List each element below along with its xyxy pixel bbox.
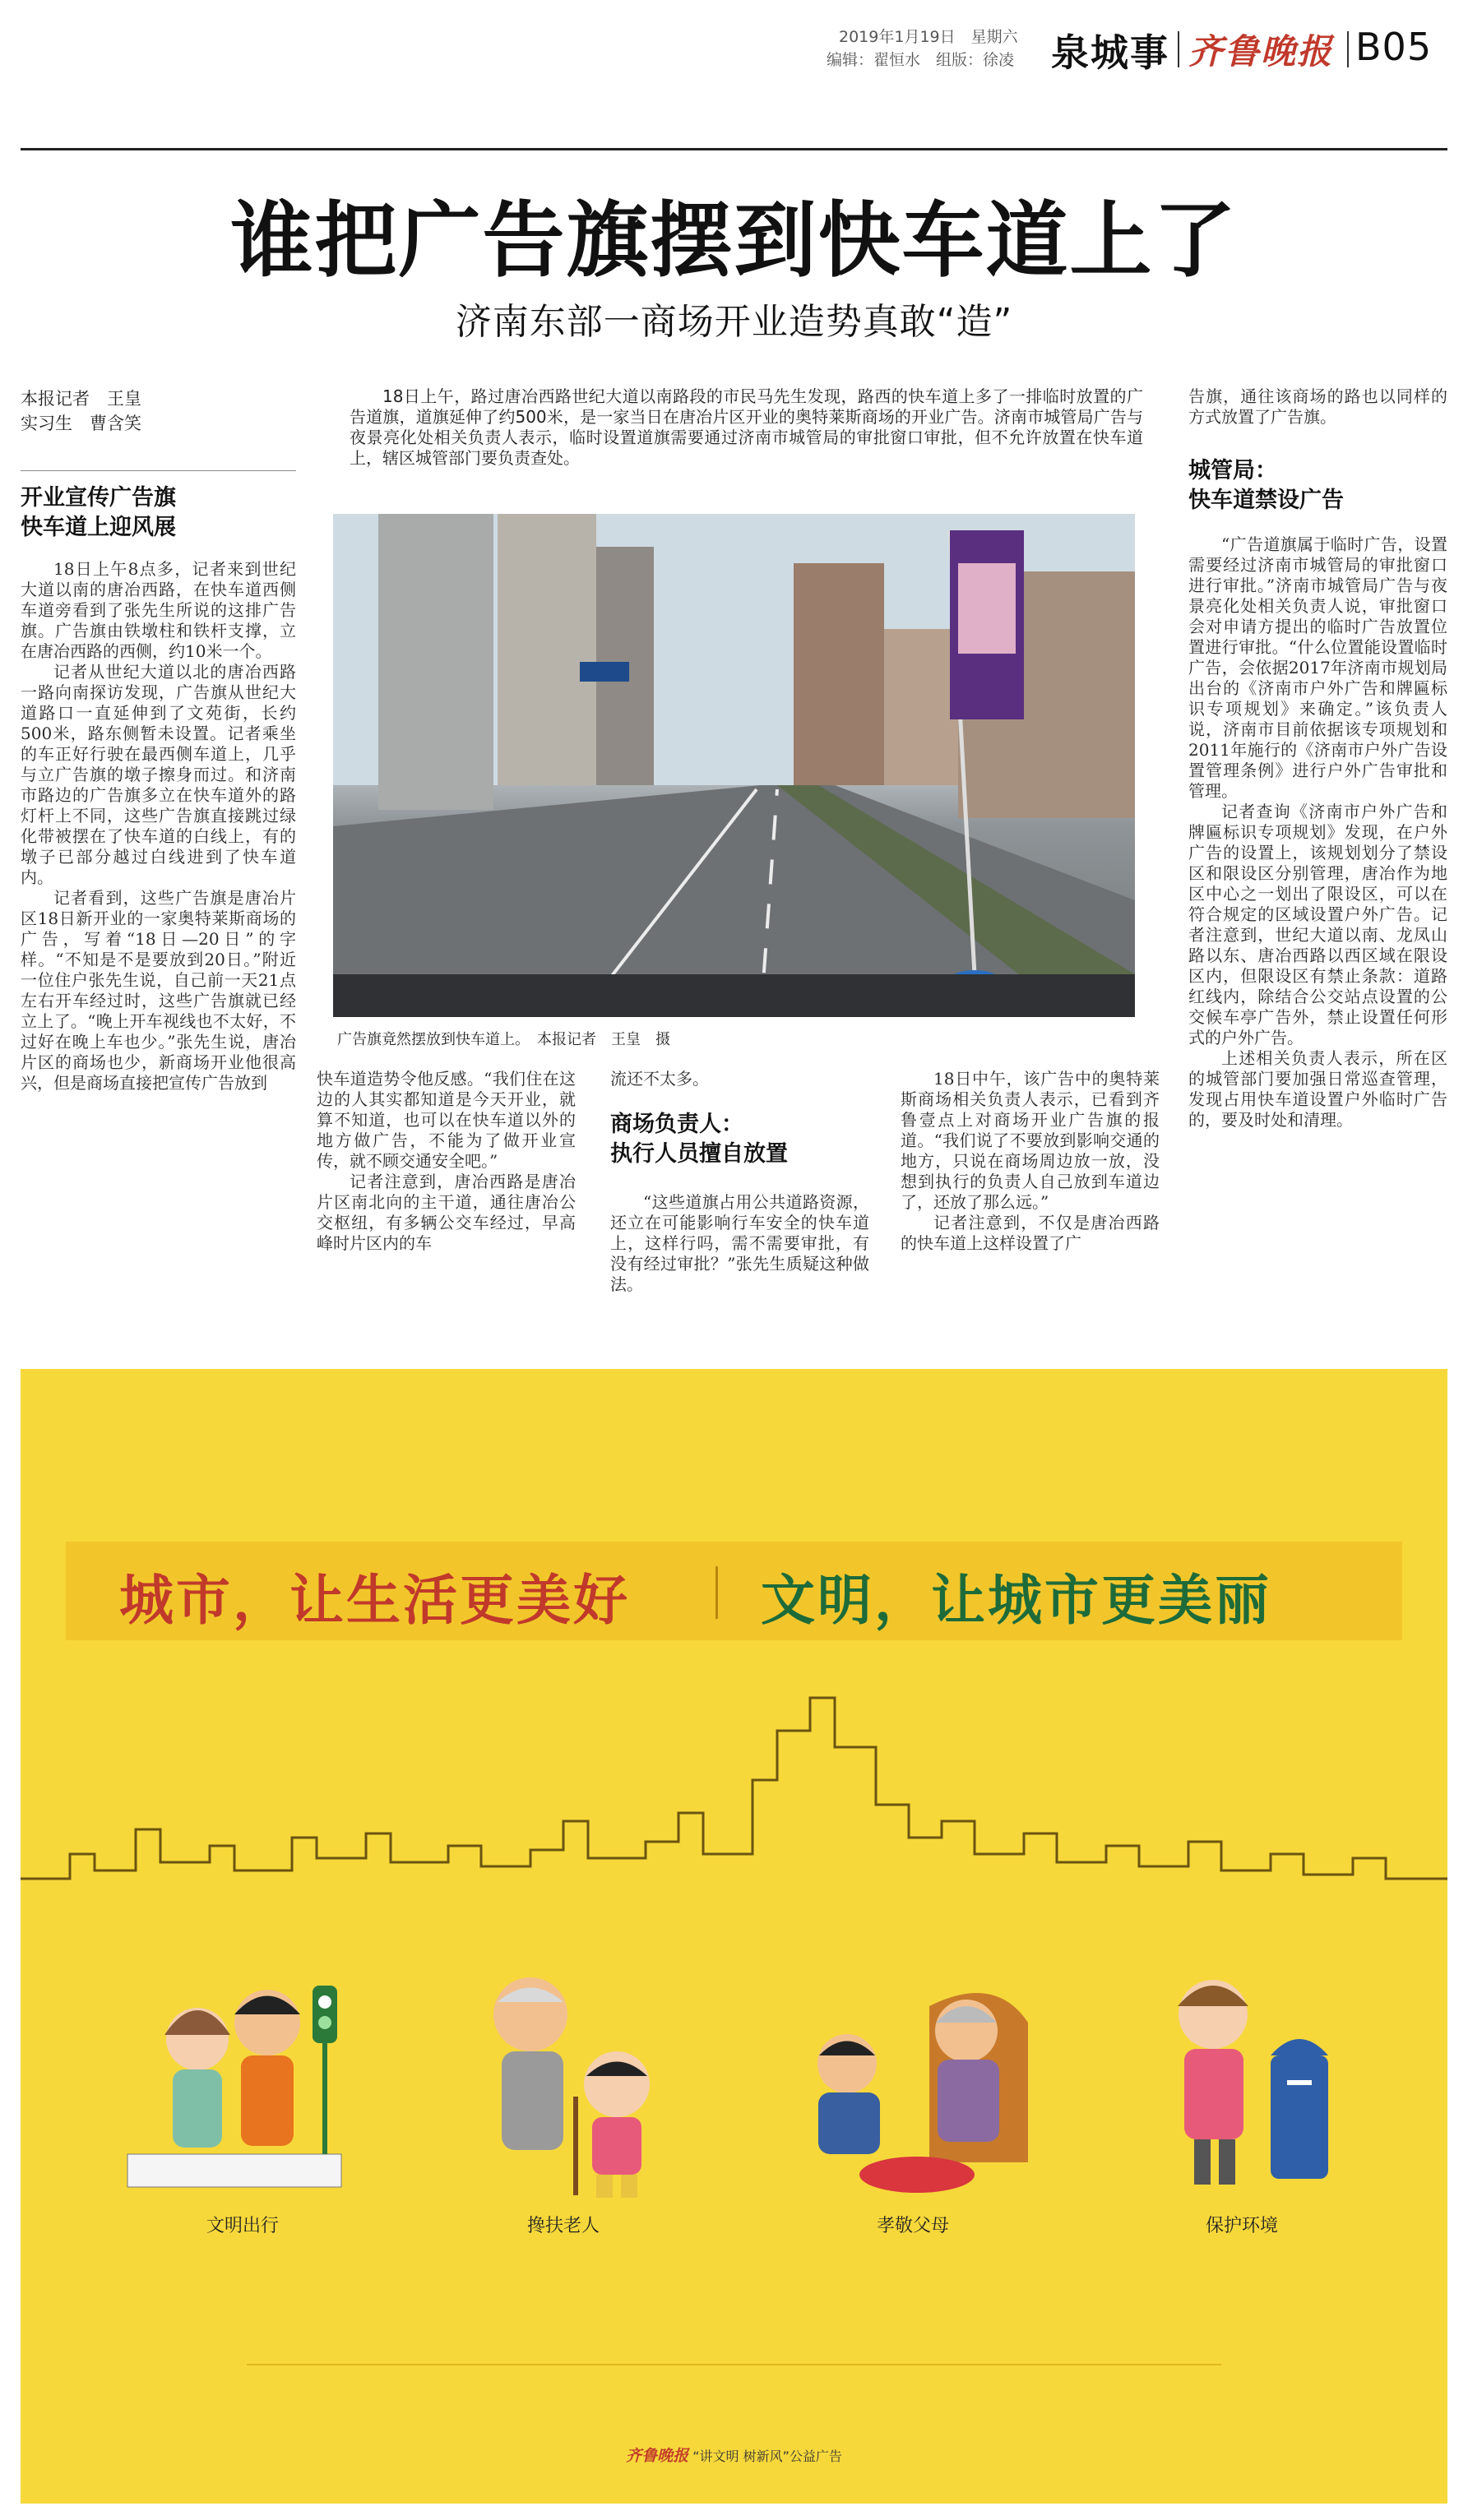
header-divider xyxy=(1178,31,1179,67)
article-column-1 xyxy=(21,559,296,1315)
paragraph: 18日中午，该广告中的奥特莱斯商场相关负责人表示，已看到齐鲁壹点上对商场开业广告旗的报道。“我们说了不要放到影响交通的地方，只说在商场周边放一放，没想到执行的负责人自己放到车道边了，还放了那么远。” xyxy=(901,1069,1160,1212)
divider xyxy=(21,470,296,471)
paragraph: 记者查询《济南市户外广告和牌匾标识专项规划》发现，在户外广告的设置上，该规划划分了禁设区和限设区分别管理，唐冶作为地区中心之一划出了限设区，可以在符合规定的区域设置户外广告。记者注意到，世纪大道以南、龙凤山路以东、唐冶西路以西区域在限设区内，但限设区有禁止条款：道路红线内，除结合公交站点设置的公交候车亭广告外，禁止设置任何形式的户外广告。 xyxy=(1188,802,1447,1047)
byline: 本报记者 王皇 实习生 曹含笑 xyxy=(21,389,141,433)
street-scene-illustration xyxy=(333,514,1135,1017)
lead-text: 18日上午，路过唐冶西路世纪大道以南路段的市民马先生发现，路西的快车道上多了一排临时放置的广告道旗，道旗延伸了约500米，是一家当日在唐冶片区开业的奥特莱斯商场的开业广告。济南市城管局广告与夜景亮化处相关负责人表示，临时设置道旗需要通过济南市城管局的审批窗口审批，但不允许放置在快车道上，辖区城管部门要负责查处。 xyxy=(350,386,1143,468)
paragraph: 快车道造势令他反感。“我们住在这边的人其实都知道是今天开业，就算不知道，也可以在快车道以外的地方做广告，不能为了做开业宣传，就不顾交通安全吧。” xyxy=(317,1069,576,1171)
paragraph: 上述相关负责人表示，所在区的城管部门要加强日常巡查管理，发现占用快车道设置户外临时广告的，要及时处和清理。 xyxy=(1188,1048,1447,1130)
slogan-left: 城市，让生活更美好 xyxy=(119,1569,630,1632)
scene-label: 文明出行 xyxy=(206,2216,279,2236)
filial-piety-illustration xyxy=(765,1957,1061,2203)
scene-label: 孝敬父母 xyxy=(876,2216,949,2236)
slogan-right: 文明，让城市更美丽 xyxy=(761,1569,1271,1632)
photo-caption: 广告旗竟然摆放到快车道上。 本报记者 王皇 摄 xyxy=(337,1031,670,1048)
headline: 谁把广告旗摆到快车道上了 xyxy=(230,192,1238,289)
paragraph: 记者注意到，不仅是唐冶西路的快车道上这样设置了广 xyxy=(901,1213,1160,1253)
paragraph: 流还不太多。 xyxy=(610,1069,709,1089)
editor-credits: 编辑：翟恒水 组版：徐凌 xyxy=(827,51,1015,69)
article-column-4 xyxy=(901,1069,1160,1328)
lead-paragraph xyxy=(350,386,1143,469)
scene-label: 搀扶老人 xyxy=(526,2216,600,2236)
article-column-3 xyxy=(610,1192,869,1324)
section-name: 泉城事 xyxy=(1051,30,1169,75)
page-number: B05 xyxy=(1355,25,1433,69)
header-rule xyxy=(21,148,1447,150)
article-column-2 xyxy=(317,1069,576,1328)
footer-text: “讲文明 树新风”公益广告 xyxy=(692,2448,842,2464)
paragraph: 记者从世纪大道以北的唐冶西路一路向南探访发现，广告旗从世纪大道路口一直延伸到了文苑街，长约500米，路东侧暂未设置。记者乘坐的车正好行驶在最西侧车道上，几乎与立广告旗的墩子擦身而过。和济南市路边的广告旗多立在快车道外的路灯杆上不同，这些广告旗直接跳过绿化带被摆在了快车道的白线上，有的墩子已部分越过白线进到了快车道内。 xyxy=(21,662,296,887)
section-title: 商场负责人： 执行人员擅自放置 xyxy=(610,1112,788,1167)
subheadline: 济南东部一商场开业造势真敢“造” xyxy=(455,301,1013,343)
ad-footer xyxy=(21,2444,1447,2466)
environmental-protection-illustration xyxy=(1135,1957,1349,2203)
header-divider xyxy=(1347,31,1349,67)
public-service-ad xyxy=(21,1369,1447,2504)
ad-divider xyxy=(247,2364,1221,2365)
paragraph: “这些道旗占用公共道路资源，还立在可能影响行车安全的快车道上，这样行吗，需不需要审批，有没有经过审批？”张先生质疑这种做法。 xyxy=(610,1192,869,1294)
article-column-3-top xyxy=(610,1069,869,1094)
helping-elderly-illustration xyxy=(440,1957,687,2203)
article-column-5-top xyxy=(1188,386,1447,436)
article-photo xyxy=(333,514,1135,1017)
paragraph: “广告道旗属于临时广告，设置需要经过济南市城管局的审批窗口进行审批。”济南市城管局广告与夜景亮化处相关负责人说，审批窗口会对申请方提出的临时广告放置位置进行审批。“什么位置能设置临时广告，会依据2017年济南市规划局出台的《济南市户外广告和牌匾标识专项规划》来确定。”该负责人说，济南市目前依据该专项规划和2011年施行的《济南市户外广告设置管理条例》进行户外广告审批和管理。 xyxy=(1188,534,1447,801)
footer-brand: 齐鲁晚报 xyxy=(626,2447,689,2465)
section-title: 城管局： 快车道禁设广告 xyxy=(1188,458,1344,513)
civilized-travel-illustration xyxy=(119,1977,366,2199)
issue-date: 2019年1月19日 星期六 xyxy=(839,28,1018,46)
skyline-outline xyxy=(21,1681,1447,1953)
section-title: 开业宣传广告旗 快车道上迎风展 xyxy=(21,485,176,540)
scene-label: 保护环境 xyxy=(1205,2216,1278,2236)
paragraph: 记者注意到，唐冶西路是唐冶片区南北向的主干道，通往唐冶公交枢纽，有多辆公交车经过，早高峰时片区内的车 xyxy=(317,1172,576,1253)
paragraph: 记者看到，这些广告旗是唐冶片区18日新开业的一家奥特莱斯商场的广告，写着“18日—20日”的字样。“不知是不是要放到20日。”附近一位住户张先生说，自己前一天21点左右开车经过时，这些广告旗就已经立上了。“晚上开车视线也不太好，不过好在晚上车也少。”张先生说，唐冶片区的商场也少，新商场开业他很高兴，但是商场直接把宣传广告放到 xyxy=(21,888,296,1093)
paper-logo: 齐鲁晚报 xyxy=(1188,31,1334,72)
article-column-5 xyxy=(1188,534,1447,1328)
paragraph: 告旗，通往该商场的路也以同样的方式放置了广告旗。 xyxy=(1188,386,1447,427)
paragraph: 18日上午8点多，记者来到世纪大道以南的唐冶西路，在快车道西侧车道旁看到了张先生所说的这排广告旗。广告旗由铁墩柱和铁杆支撑，立在唐冶西路的西侧，约10米一个。 xyxy=(21,559,296,661)
slogan-divider xyxy=(715,1566,718,1619)
